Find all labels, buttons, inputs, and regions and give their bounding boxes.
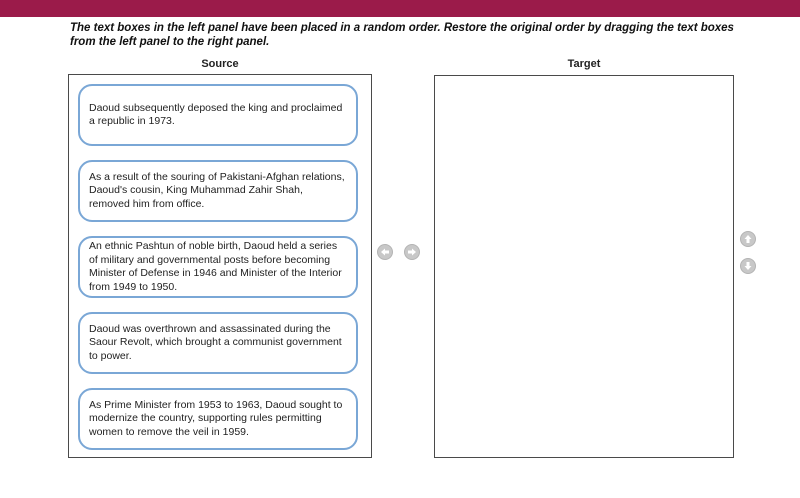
- source-text-box[interactable]: [78, 160, 358, 222]
- instructions-text: The text boxes in the left panel have been placed in a random order. Restore the original order by dragging the text boxes from the left panel to the right panel.: [70, 22, 734, 48]
- move-left-button[interactable]: [377, 244, 393, 260]
- text-box-label: As Prime Minister from 1953 to 1963, Daoud sought to modernize the country, supporting rules permitting women to remove the veil in 1959.: [89, 398, 343, 438]
- text-box-label: An ethnic Pashtun of noble birth, Daoud held a series of military and governmental posts before becoming Minister of Defense in 1946 and Minister of the Interior from 1949 to 1950.: [89, 240, 342, 293]
- move-down-button[interactable]: [740, 258, 756, 274]
- move-up-button[interactable]: [740, 231, 756, 247]
- source-panel-title: Source: [201, 58, 239, 70]
- top-banner: [0, 0, 800, 17]
- source-text-box[interactable]: [78, 388, 358, 450]
- arrow-right-icon: [407, 247, 417, 257]
- text-box-label: As a result of the souring of Pakistani-Afghan relations, Daoud's cousin, King Muhammad Zahir Shah, removed him from office.: [89, 170, 345, 210]
- text-box-label: Daoud subsequently deposed the king and proclaimed a republic in 1973.: [89, 101, 343, 127]
- move-right-button[interactable]: [404, 244, 420, 260]
- target-panel[interactable]: [434, 75, 734, 458]
- arrow-left-icon: [380, 247, 390, 257]
- source-text-box[interactable]: [78, 312, 358, 374]
- source-text-box[interactable]: [78, 84, 358, 146]
- source-text-box[interactable]: [78, 236, 358, 298]
- arrow-down-icon: [743, 261, 753, 271]
- target-panel-title: Target: [567, 58, 601, 70]
- text-box-label: Daoud was overthrown and assassinated during the Saour Revolt, which brought a communist government to power.: [89, 322, 342, 362]
- arrow-up-icon: [743, 234, 753, 244]
- source-panel: [68, 74, 372, 458]
